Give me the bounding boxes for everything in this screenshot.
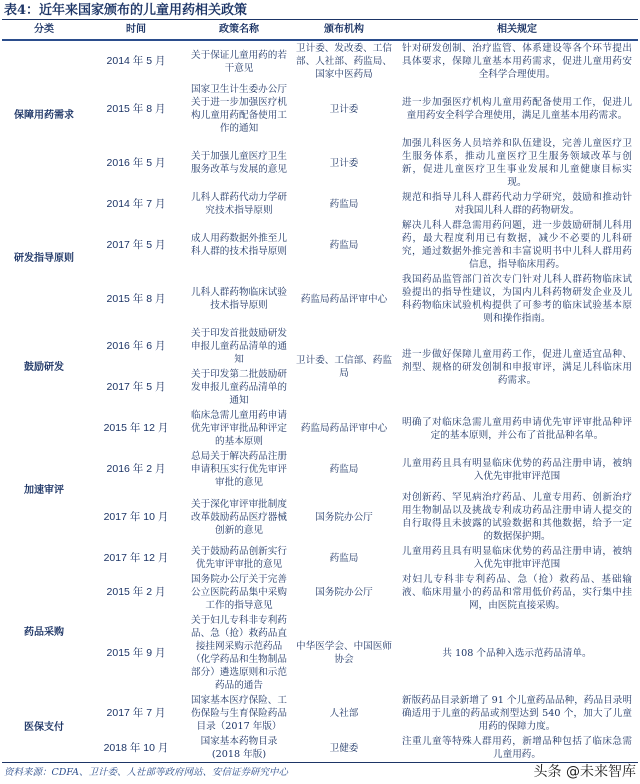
policy-cell: 关于深化审评审批制度改革鼓励药品医疗器械创新的意见	[191, 498, 287, 536]
date-cell: 2017 年 5 月	[106, 381, 166, 393]
header-policy: 政策名称	[186, 20, 292, 40]
header-rule: 相关规定	[396, 20, 638, 40]
rule-cell: 针对研发创制、治疗监管、体系建设等各个环节提出具体要求，保障儿童基本用药需求，促进儿童用药安全科学合理使用。	[402, 43, 632, 80]
policy-cell: 临床急需儿童用药申请优先审评审批品种评定的基本原则	[191, 410, 287, 447]
policy-cell: 关于印发首批鼓励研发申报儿童药品清单的通知	[191, 328, 287, 365]
agency-cell: 药监局	[329, 198, 359, 210]
table-row	[2, 408, 638, 449]
watermark: 头条 @未来智库	[533, 764, 636, 780]
footer	[2, 762, 638, 780]
agency-cell: 药监局	[329, 464, 359, 475]
table-row	[2, 190, 638, 218]
date-cell: 2016 年 2 月	[106, 463, 166, 475]
rule-cell: 加强儿科医务人员培养和队伍建设，完善儿童医疗卫生服务体系，推动儿童医疗卫生服务领域改革与创新，促进儿童医疗卫生事业发展和儿童健康目标实现。	[402, 138, 632, 188]
table-row	[2, 326, 638, 367]
agency-cell: 中华医学会、中国医师协会	[296, 641, 392, 665]
agency-cell: 卫计委、工信部、药监局	[296, 355, 392, 379]
agency-cell: 药监局	[329, 552, 359, 564]
source-note: 资料来源：CDFA、卫计委、人社部等政府网站、安信证券研究中心	[4, 766, 289, 778]
policy-cell: 关于加强儿童医疗卫生服务改革与发展的意见	[191, 151, 287, 175]
agency-cell: 国务院办公厅	[315, 511, 373, 523]
rule-cell: 规范和指导儿科人群药代动力学研究，鼓励和推动针对我国儿科人群的药物研发。	[402, 192, 632, 216]
date-cell: 2017 年 5 月	[106, 238, 166, 251]
category-cell: 药品采购	[24, 627, 64, 638]
date-cell: 2015 年 2 月	[106, 586, 166, 598]
date-cell: 2017 年 7 月	[106, 707, 166, 719]
rule-cell: 儿童用药且具有明显临床优势的药品注册申请，被纳入优先审批审评范围	[402, 546, 632, 570]
date-cell: 2017 年 10 月	[103, 510, 169, 523]
category-cell: 研发指导原则	[14, 252, 74, 264]
table-row	[2, 82, 638, 136]
policy-cell: 关于鼓励药品创新实行优先审评审批的意见	[191, 546, 287, 570]
header-agency: 颁布机构	[292, 20, 396, 40]
table-row	[2, 613, 638, 693]
table-row	[2, 449, 638, 490]
policy-cell: 国家基本医疗保险、工伤保险与生育保险药品目录（2017 年版）	[191, 695, 287, 732]
agency-cell: 卫计委	[329, 157, 359, 169]
table-row	[2, 572, 638, 613]
date-cell: 2014 年 5 月	[106, 55, 166, 67]
rule-cell: 解决儿科人群急需用药问题，进一步鼓励研制儿科用药，最大程度利用已有数据，减少不必要的儿科研究，通过数据外推完善和丰富说明书中儿科人群用药信息，指导临床用药。	[402, 220, 632, 270]
rule-cell: 共 108 个品种入选示范药品清单。	[442, 647, 592, 659]
rule-cell: 我国药品监管部门首次专门针对儿科人群药物临床试验提出的指导性建议，为国内儿科药物研发企业及儿科药物临床试验机构提供了可参考的临床试验基本原则和操作指南。	[402, 274, 632, 324]
category-cell: 保障用药需求	[14, 110, 74, 121]
table-row	[2, 693, 638, 734]
header-category: 分类	[2, 20, 86, 40]
agency-cell: 药监局	[329, 239, 359, 251]
rule-cell: 明确了对临床急需儿童用药申请优先审评审批品种评定的基本原则，并公布了首批品种名单。	[402, 416, 632, 441]
rule-cell: 新版药品目录新增了 91 个儿童药品品种，药品目录明确适用于儿童的药品或剂型达到 540 个，加大了儿童用药的保障力度。	[402, 695, 632, 732]
policy-cell: 关于印发第二批鼓励研发申报儿童药品清单的通知	[191, 369, 287, 406]
table-row	[2, 40, 638, 82]
date-cell: 2015 年 12 月	[103, 422, 169, 434]
date-cell: 2016 年 6 月	[106, 340, 166, 352]
table-row	[2, 218, 638, 272]
rule-cell: 对创新药、罕见病治疗药品、儿童专用药、创新治疗用生物制品以及挑战专利成功药品注册申请人提交的自行取得且未披露的试验数据和其他数据，给予一定的数据保护期。	[402, 492, 632, 542]
agency-cell: 人社部	[329, 708, 359, 719]
policy-cell: 成人用药数据外推至儿科人群的技术指导原则	[191, 233, 287, 257]
category-cell: 鼓励研发	[24, 361, 64, 373]
category-cell: 医保支付	[24, 722, 64, 733]
date-cell: 2015 年 8 月	[106, 102, 166, 115]
category-cell: 加速审评	[24, 484, 64, 496]
rule-cell: 儿童用药且具有明显临床优势的药品注册申请，被纳入优先审批审评范围	[402, 457, 632, 482]
rule-cell: 注重儿童等特殊人群用药，新增品种包括了临床急需儿童用药。	[402, 736, 632, 760]
policy-cell: 总局关于解决药品注册申请积压实行优先审评审批的意见	[191, 451, 287, 488]
header-date: 时间	[86, 20, 186, 40]
rule-cell: 进一步加强医疗机构儿童用药配备使用工作，促进儿童用药安全科学合理使用，满足儿童基本用药需求。	[402, 97, 632, 121]
agency-cell: 卫健委	[329, 742, 359, 754]
table-row	[2, 734, 638, 762]
policy-cell: 国家卫生计生委办公厅关于进一步加强医疗机构儿童用药配备使用工作的通知	[191, 84, 287, 134]
agency-cell: 卫计委	[329, 103, 359, 115]
table-row	[2, 136, 638, 190]
policy-cell: 儿科人群药代动力学研究技术指导原则	[191, 192, 287, 216]
agency-cell: 卫计委、发改委、工信部、人社部、药监局、国家中医药局	[296, 43, 392, 80]
policy-cell: 国家基本药物目录(2018 年版)	[200, 736, 278, 760]
agency-cell: 国务院办公厅	[315, 587, 373, 598]
date-cell: 2018 年 10 月	[103, 741, 169, 754]
table-row	[2, 272, 638, 326]
date-cell: 2015 年 9 月	[106, 646, 166, 659]
policy-cell: 关于保证儿童用药的若干意见	[191, 49, 287, 74]
table-title: 表4：近年来国家颁布的儿童用药相关政策	[2, 2, 638, 20]
table-row	[2, 544, 638, 572]
date-cell: 2014 年 7 月	[106, 197, 166, 210]
date-cell: 2015 年 8 月	[106, 292, 166, 305]
rule-cell: 对妇儿专科非专利药品、急（抢）救药品、基础输液、临床用量小的药品和常用低价药品，实行集中挂网，由医院直接采购。	[402, 574, 632, 611]
agency-cell: 药监局药品评审中心	[300, 423, 388, 434]
agency-cell: 药监局药品评审中心	[300, 293, 388, 305]
table-row	[2, 490, 638, 544]
policy-cell: 关于妇儿专科非专利药品、急（抢）救药品直接挂网采购示范药品（化学药品和生物制品部分）遴选原则和示范药品的通告	[191, 615, 287, 691]
policy-table	[2, 20, 638, 762]
date-cell: 2017 年 12 月	[103, 551, 169, 564]
date-cell: 2016 年 5 月	[106, 156, 166, 169]
policy-cell: 儿科人群药物临床试验技术指导原则	[191, 287, 287, 311]
policy-cell: 国务院办公厅关于完善公立医院药品集中采购工作的指导意见	[191, 574, 287, 611]
table-header-row	[2, 20, 638, 40]
rule-cell: 进一步做好保障儿童用药工作，促进儿童适宜品种、剂型、规格的研发创制和申报审评，满足儿科临床用药需求。	[402, 348, 632, 386]
